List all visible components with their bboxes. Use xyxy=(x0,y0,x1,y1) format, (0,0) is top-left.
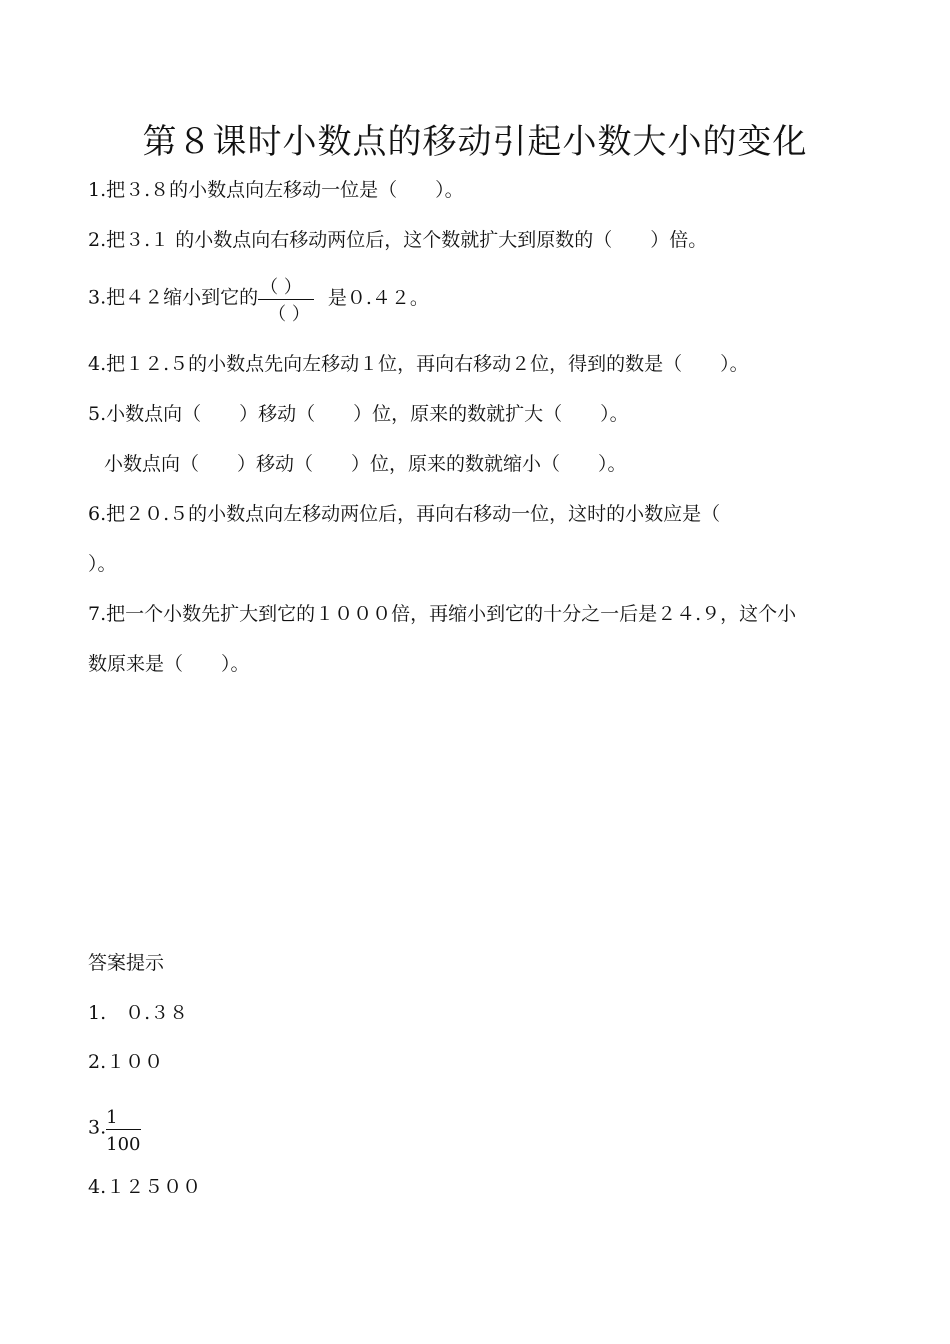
question-3 xyxy=(88,276,429,325)
answer-3-fraction xyxy=(106,1109,140,1154)
question-3-numerator: （ ） xyxy=(258,279,314,300)
page-title: 第８课时小数点的移动引起小数大小的变化 xyxy=(142,122,808,162)
answer-2: 2.１００ xyxy=(88,1051,164,1073)
question-3-fraction xyxy=(258,279,314,324)
question-1: 1.把３.８的小数点向左移动一位是（ ）。 xyxy=(88,179,464,201)
question-7-line-2: 数原来是（ ）。 xyxy=(88,653,250,675)
answer-3-denominator: 100 xyxy=(106,1134,141,1155)
question-6-line-1: 6.把２０.５的小数点向左移动两位后，再向右移动一位，这时的小数应是（ xyxy=(88,503,721,525)
answer-3-prefix: 3. xyxy=(88,1116,107,1139)
question-3-prefix: 3.把４２缩小到它的 xyxy=(88,286,259,309)
question-5-line-2: 小数点向（ ）移动（ ）位，原来的数就缩小（ ）。 xyxy=(104,453,627,475)
question-6-line-2: ）。 xyxy=(88,553,117,575)
answers-heading: 答案提示 xyxy=(88,952,165,974)
answer-3 xyxy=(88,1106,141,1155)
answer-4: 4.１２５００ xyxy=(88,1176,202,1198)
answer-1: 1. ０.３８ xyxy=(88,1002,189,1024)
question-3-suffix: 是０.４２。 xyxy=(327,286,429,309)
question-7-line-1: 7.把一个小数先扩大到它的１０００倍，再缩小到它的十分之一后是２４.９，这个小 xyxy=(88,603,797,625)
question-4: 4.把１２.５的小数点先向左移动１位，再向右移动２位，得到的数是（ ）。 xyxy=(88,353,749,375)
question-3-denominator: （ ） xyxy=(268,304,310,325)
question-5-line-1: 5.小数点向（ ）移动（ ）位，原来的数就扩大（ ）。 xyxy=(88,403,629,425)
answer-3-numerator: 1 xyxy=(106,1109,140,1130)
question-2: 2.把３.１ 的小数点向右移动两位后，这个数就扩大到原数的（ ）倍。 xyxy=(88,229,708,251)
